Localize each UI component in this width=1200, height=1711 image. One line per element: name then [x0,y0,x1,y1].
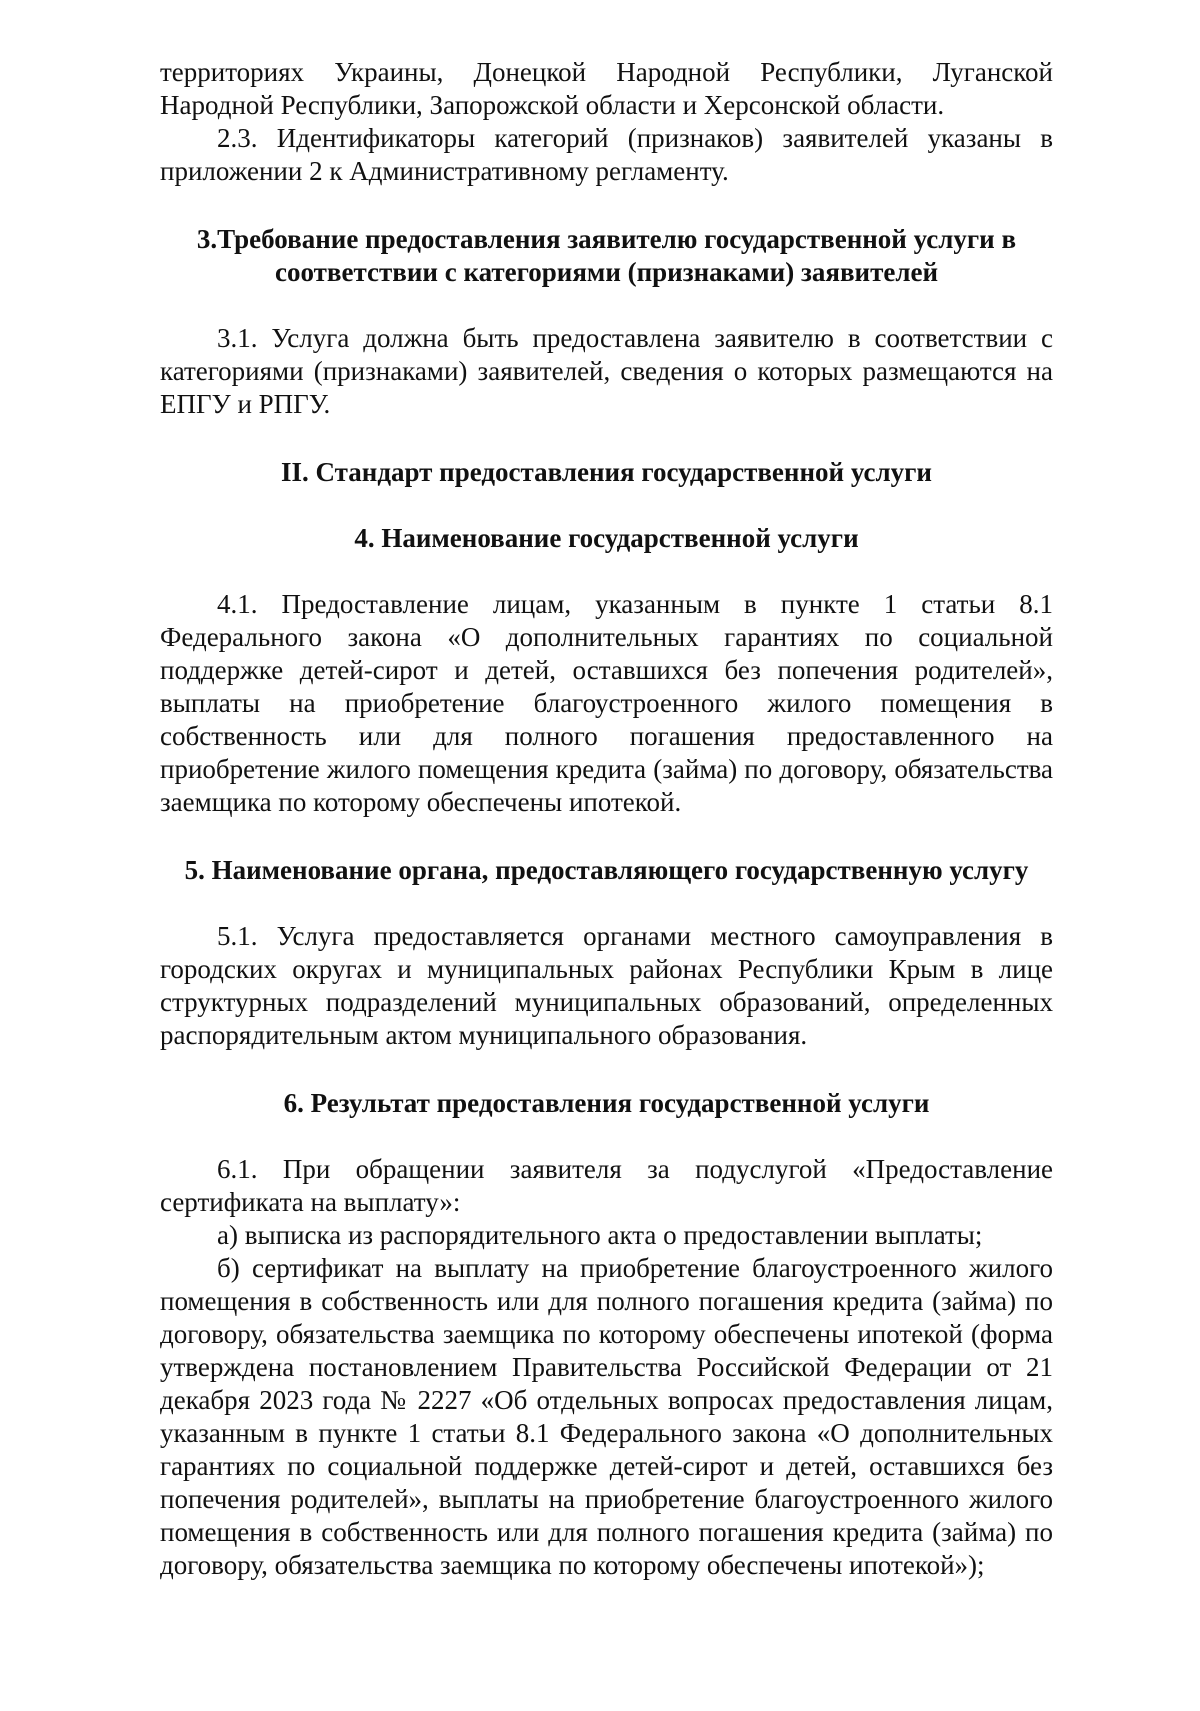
section-4-heading: 4. Наименование государственной услуги [354,523,859,553]
document-body [160,56,1053,1582]
paragraph-4-1: 4.1. Предоставление лицам, указанным в пункте 1 статьи 8.1 Федерального закона «О дополнительных гарантиях по социальной поддержке детей-сирот и детей, оставшихся без попечения родителей», выплаты на приобретение благоустроенного жилого помещения в собственность или для полного погашения предоставленного на приобретение жилого помещения кредита (займа) по договору, обязательства заемщика по которому обеспечены ипотекой. [160,589,1053,817]
section-3-heading-line-1: 3.Требование предоставления заявителю государственной услуги в [196,224,1017,254]
section-5-heading: 5. Наименование органа, предоставляющего государственную услугу [184,855,1029,885]
paragraph-6-1: 6.1. При обращении заявителя за подуслугой «Предоставление сертификата на выплату»: [160,1154,1053,1217]
section-3-heading-line-2: соответствии с категориями (признаками) заявителей [274,257,939,287]
section-6-heading: 6. Результат предоставления государственной услуги [283,1088,930,1118]
part-2-heading: II. Стандарт предоставления государственной услуги [281,457,932,487]
paragraph-continuation: территориях Украины, Донецкой Народной Республики, Луганской Народной Республики, Запорожской области и Херсонской области. [160,57,1053,120]
section-3-heading [160,223,1053,289]
paragraph-2-3: 2.3. Идентификаторы категорий (признаков) заявителей указаны в приложении 2 к Административному регламенту. [160,123,1053,186]
paragraph-5-1: 5.1. Услуга предоставляется органами местного самоуправления в городских округах и муниципальных районах Республики Крым в лице структурных подразделений муниципальных образований, определенных распорядительным актом муниципального образования. [160,921,1053,1050]
paragraph-3-1: 3.1. Услуга должна быть предоставлена заявителю в соответствии с категориями (признаками) заявителей, сведения о которых размещаются на ЕПГУ и РПГУ. [160,323,1053,419]
list-item-a: а) выписка из распорядительного акта о предоставлении выплаты; [217,1220,983,1250]
list-item-b: б) сертификат на выплату на приобретение благоустроенного жилого помещения в собственность или для полного погашения кредита (займа) по договору, обязательства заемщика по которому обеспечены ипотекой (форма утверждена постановлением Правительства Российской Федерации от 21 декабря 2023 года № 2227 «Об отдельных вопросах предоставления лицам, указанным в пункте 1 статьи 8.1 Федерального закона «О дополнительных гарантиях по социальной поддержке детей-сирот и детей, оставшихся без попечения родителей», выплаты на приобретение благоустроенного жилого помещения в собственность или для полного погашения кредита (займа) по договору, обязательства заемщика по которому обеспечены ипотекой»); [160,1253,1053,1580]
